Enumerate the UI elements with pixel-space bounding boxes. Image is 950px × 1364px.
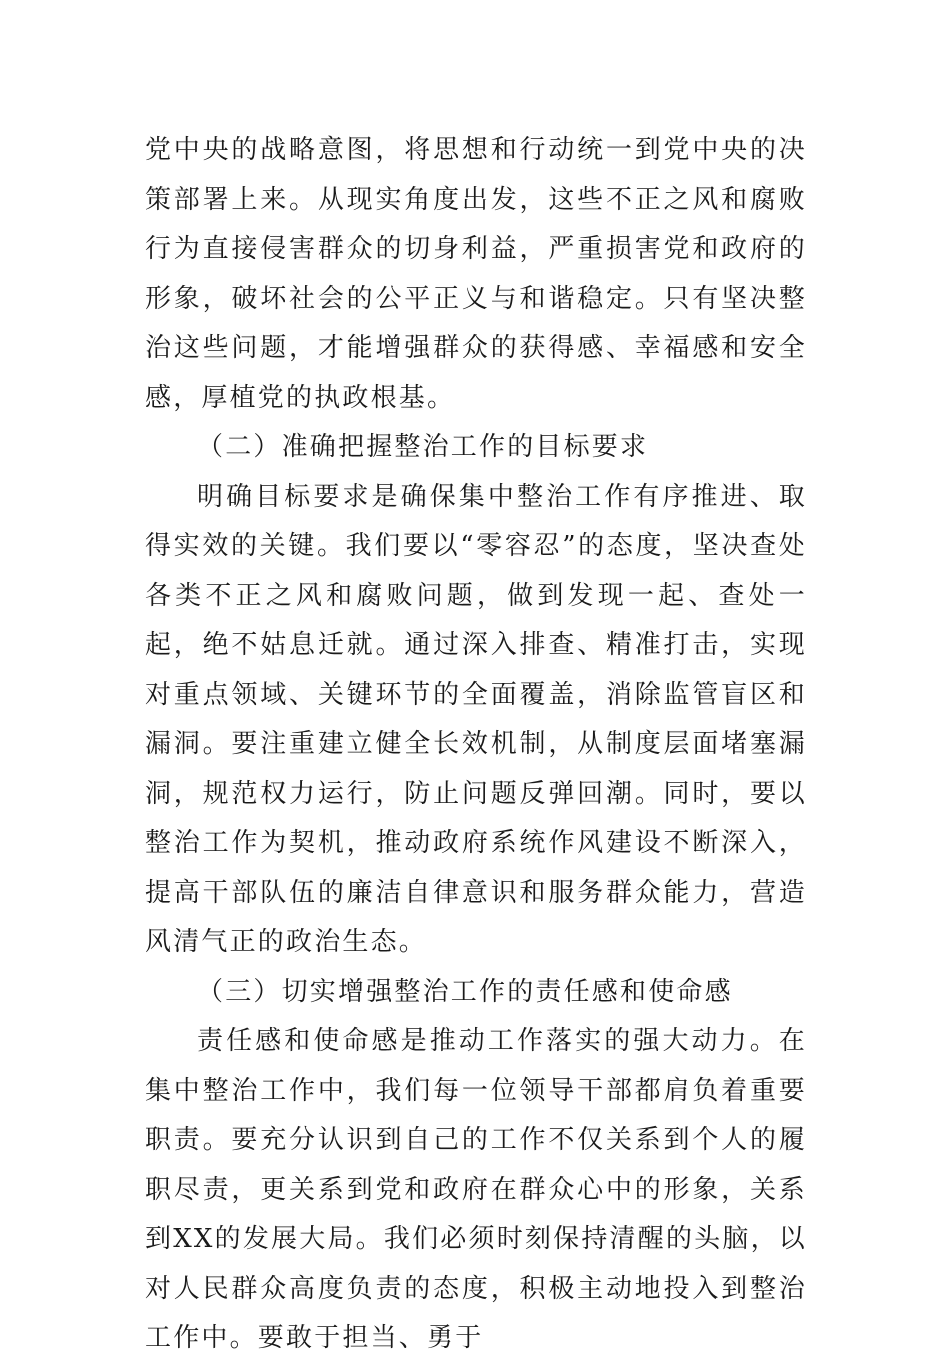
- document-body: [145, 126, 807, 1364]
- body-paragraph: 明确目标要求是确保集中整治工作有序推进、取得实效的关键。我们要以“零容忍”的态度，坚决查处各类不正之风和腐败问题，做到发现一起、查处一起，绝不姑息迁就。通过深入排查、精准打击，实现对重点领域、关键环节的全面覆盖，消除监管盲区和漏洞。要注重建立健全长效机制，从制度层面堵塞漏洞，规范权力运行，防止问题反弹回潮。同时，要以整治工作为契机，推动政府系统作风建设不断深入，提高干部队伍的廉洁自律意识和服务群众能力，营造风清气正的政治生态。: [145, 481, 807, 957]
- section-heading: （二）准确把握整治工作的目标要求: [197, 432, 649, 462]
- section-heading: （三）切实增强整治工作的责任感和使命感: [197, 976, 733, 1007]
- body-paragraph: 责任感和使命感是推动工作落实的强大动力。在集中整治工作中，我们每一位领导干部都肩负着重要职责。要充分认识到自己的工作不仅关系到个人的履职尽责，更关系到党和政府在群众心中的形象，关系到XX的发展大局。我们必须时刻保持清醒的头脑，以对人民群众高度负责的态度，积极主动地投入到整治工作中。要敢于担当、勇于: [145, 1026, 807, 1353]
- body-paragraph: 党中央的战略意图，将思想和行动统一到党中央的决策部署上来。从现实角度出发，这些不正之风和腐败行为直接侵害群众的切身利益，严重损害党和政府的形象，破坏社会的公平正义与和谐稳定。只有坚决整治这些问题，才能增强群众的获得感、幸福感和安全感，厚植党的执政根基。: [145, 135, 807, 413]
